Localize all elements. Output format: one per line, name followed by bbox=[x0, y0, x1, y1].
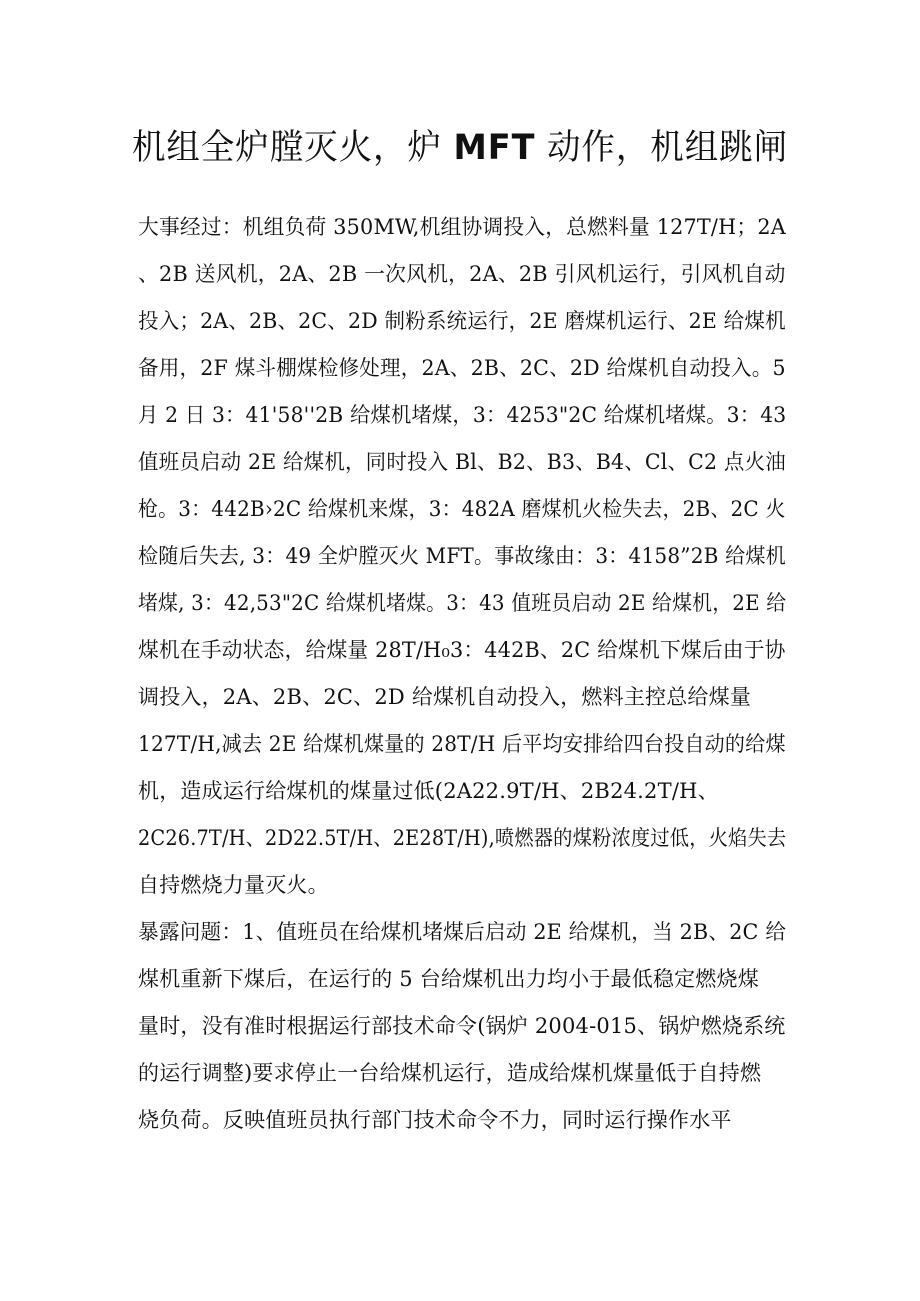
body-line: 煤机重新下煤后，在运行的 5 台给煤机出力均小于最低稳定燃烧煤 bbox=[138, 967, 759, 991]
body-line: 暴露问题：1、值班员在给煤机堵煤后启动 2E 给煤机，当 2B、2C 给 bbox=[138, 920, 787, 944]
body-line: 127T/H,减去 2E 给煤机煤量的 28T/H 后平均安排给四台投自动的给煤 bbox=[138, 732, 786, 756]
body-line: 检随后失去, 3：49 全炉膛灭火 MFT。事故缘由：3：4158”2B 给煤机 bbox=[138, 544, 786, 568]
title-part-1: 机组全炉膛灭火，炉 bbox=[131, 128, 454, 168]
title-part-2: 动作，机组跳闸 bbox=[535, 128, 789, 168]
body-line: 自持燃烧力量灭火。 bbox=[138, 873, 329, 897]
body-line: 大事经过：机组负荷 350MW,机组协调投入，总燃料量 127T/H；2A bbox=[138, 215, 786, 239]
body-line: 月 2 日 3：41'58''2B 给煤机堵煤，3：4253"2C 给煤机堵煤。3：43 bbox=[138, 403, 787, 427]
body-line: 值班员启动 2E 给煤机，同时投入 Bl、B2、B3、B4、Cl、C2 点火油 bbox=[138, 450, 786, 474]
body-line: 煤机在手动状态，给煤量 28T/H₀3：442B、2C 给煤机下煤后由于协 bbox=[138, 638, 786, 662]
body-line: 烧负荷。反映值班员执行部门技术命令不力，同时运行操作水平 bbox=[138, 1108, 732, 1132]
body-line: 备用，2F 煤斗棚煤检修处理，2A、2B、2C、2D 给煤机自动投入。5 bbox=[138, 356, 786, 380]
title-part-mft: MFT bbox=[453, 128, 536, 168]
page-title bbox=[20, 122, 900, 174]
body-line: 枪。3：442B›2C 给煤机来煤，3：482A 磨煤机火检失去，2B、2C 火 bbox=[138, 497, 786, 521]
body-line: 量时，没有准时根据运行部技术命令(锅炉 2004-015、锅炉燃烧系统 bbox=[138, 1014, 786, 1038]
body-line: 调投入，2A、2B、2C、2D 给煤机自动投入，燃料主控总给煤量 bbox=[138, 685, 752, 709]
body-line: 投入；2A、2B、2C、2D 制粉系统运行，2E 磨煤机运行、2E 给煤机 bbox=[138, 309, 786, 333]
body-line: 堵煤, 3：42‚53"2C 给煤机堵煤。3：43 值班员启动 2E 给煤机，2E 给 bbox=[138, 591, 787, 615]
body-line: 、2B 送风机，2A、2B 一次风机，2A、2B 引风机运行，引风机自动 bbox=[138, 262, 786, 286]
body-line: 2C26.7T/H、2D22.5T/H、2E28T/H),喷燃器的煤粉浓度过低，火焰失去 bbox=[138, 826, 787, 850]
body-line: 机，造成运行给煤机的煤量过低(2A22.9T/H、2B24.2T/H、 bbox=[138, 779, 719, 803]
body-line: 的运行调整)要求停止一台给煤机运行，造成给煤机煤量低于自持燃 bbox=[138, 1061, 762, 1085]
